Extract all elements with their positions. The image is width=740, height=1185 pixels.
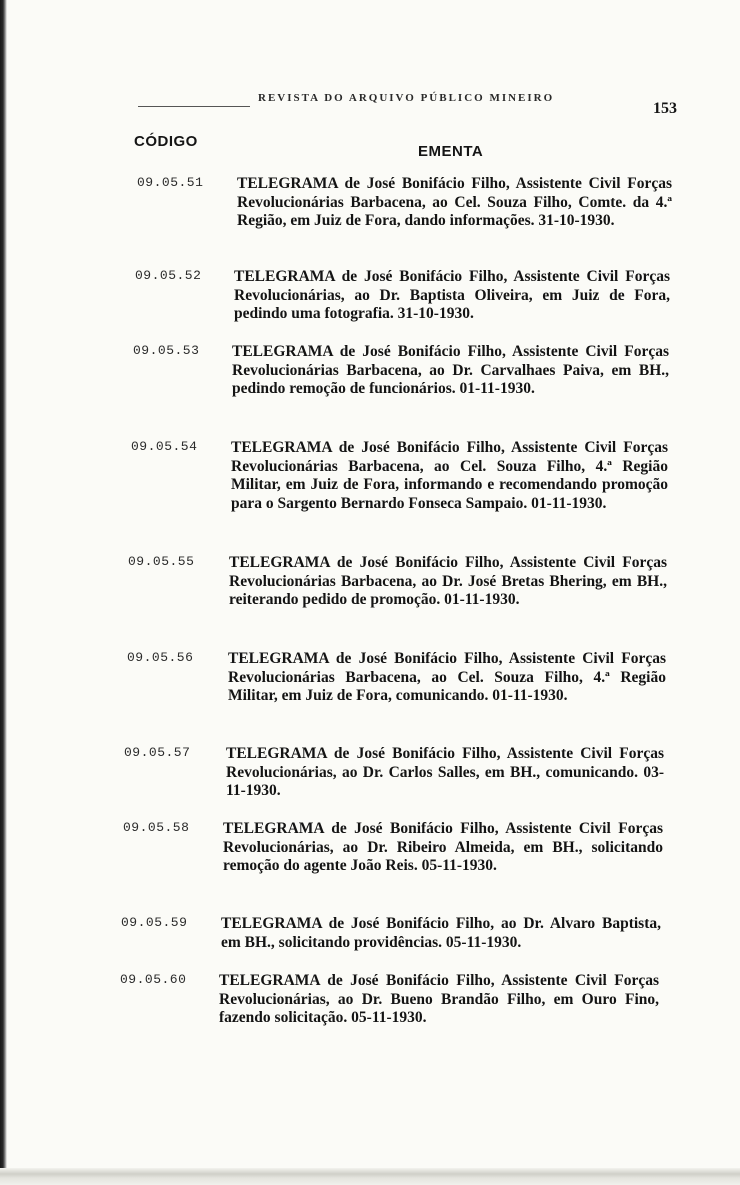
- entry-ementa: TELEGRAMA de José Bonifácio Filho, Assistente Civil Forças Revolucionárias, ao Dr. Carlos Salles, em BH., comunicando. 03-11-1930.: [226, 745, 664, 799]
- entry-ementa: TELEGRAMA de José Bonifácio Filho, Assistente Civil Forças Revolucionárias Barbacena, ao Cel. Souza Filho, Comte. da 4.ª Região, em Juiz de Fora, dando informações. 31-10-1930.: [237, 175, 672, 229]
- entry-ementa: TELEGRAMA de José Bonifácio Filho, ao Dr. Alvaro Baptista, em BH., solicitando providências. 05-11-1930.: [221, 915, 661, 951]
- page-binding-edge: [0, 0, 7, 1185]
- entry-ementa: TELEGRAMA de José Bonifácio Filho, Assistente Civil Forças Revolucionárias Barbacena, ao Cel. Souza Filho, 4.ª Região Militar, em Juiz de Fora, comunicando. 01-11-1930.: [228, 650, 666, 704]
- entry-code: 09.05.54: [131, 439, 198, 454]
- entry-code: 09.05.55: [128, 554, 195, 569]
- entry-ementa: TELEGRAMA de José Bonifácio Filho, Assistente Civil Forças Revolucionárias, ao Dr. Bueno Brandão Filho, em Ouro Fino, fazendo solicitação. 05-11-1930.: [219, 972, 659, 1026]
- journal-title: REVISTA DO ARQUIVO PÚBLICO MINEIRO: [258, 92, 555, 104]
- entry-code: 09.05.58: [123, 820, 190, 835]
- page-number: 153: [653, 100, 677, 117]
- entry-ementa: TELEGRAMA de José Bonifácio Filho, Assistente Civil Forças Revolucionárias, ao Dr. Baptista Oliveira, em Juiz de Fora, pedindo uma fotografia. 31-10-1930.: [234, 268, 670, 322]
- entry-code: 09.05.51: [137, 175, 204, 190]
- entry-code: 09.05.60: [120, 972, 187, 987]
- entry-code: 09.05.52: [135, 268, 202, 283]
- header-rule: [138, 106, 250, 107]
- entry-ementa: TELEGRAMA de José Bonifácio Filho, Assistente Civil Forças Revolucionárias Barbacena, ao Cel. Souza Filho, 4.ª Região Militar, em Juiz de Fora, informando e recomendando promoção para o Sargento Bernardo Fonseca Sampaio. 01-11-1930.: [231, 439, 668, 512]
- entry-ementa: TELEGRAMA de José Bonifácio Filho, Assistente Civil Forças Revolucionárias Barbacena, ao Dr. José Bretas Bhering, em BH., reiterando pedido de promoção. 01-11-1930.: [229, 554, 667, 608]
- entry-ementa: TELEGRAMA de José Bonifácio Filho, Assistente Civil Forças Revolucionárias Barbacena, ao Dr. Carvalhaes Paiva, em BH., pedindo remoção de funcionários. 01-11-1930.: [232, 343, 669, 397]
- entry-code: 09.05.53: [133, 343, 200, 358]
- ementa-column-heading: EMENTA: [418, 143, 484, 160]
- page-bottom-edge: [0, 1168, 740, 1185]
- entry-code: 09.05.56: [127, 650, 194, 665]
- running-header: [138, 92, 683, 122]
- entry-code: 09.05.59: [121, 915, 188, 930]
- entry-ementa: TELEGRAMA de José Bonifácio Filho, Assistente Civil Forças Revolucionárias, ao Dr. Ribeiro Almeida, em BH., solicitando remoção do agente João Reis. 05-11-1930.: [223, 820, 663, 874]
- code-column-heading: CÓDIGO: [134, 133, 198, 150]
- entry-code: 09.05.57: [124, 745, 191, 760]
